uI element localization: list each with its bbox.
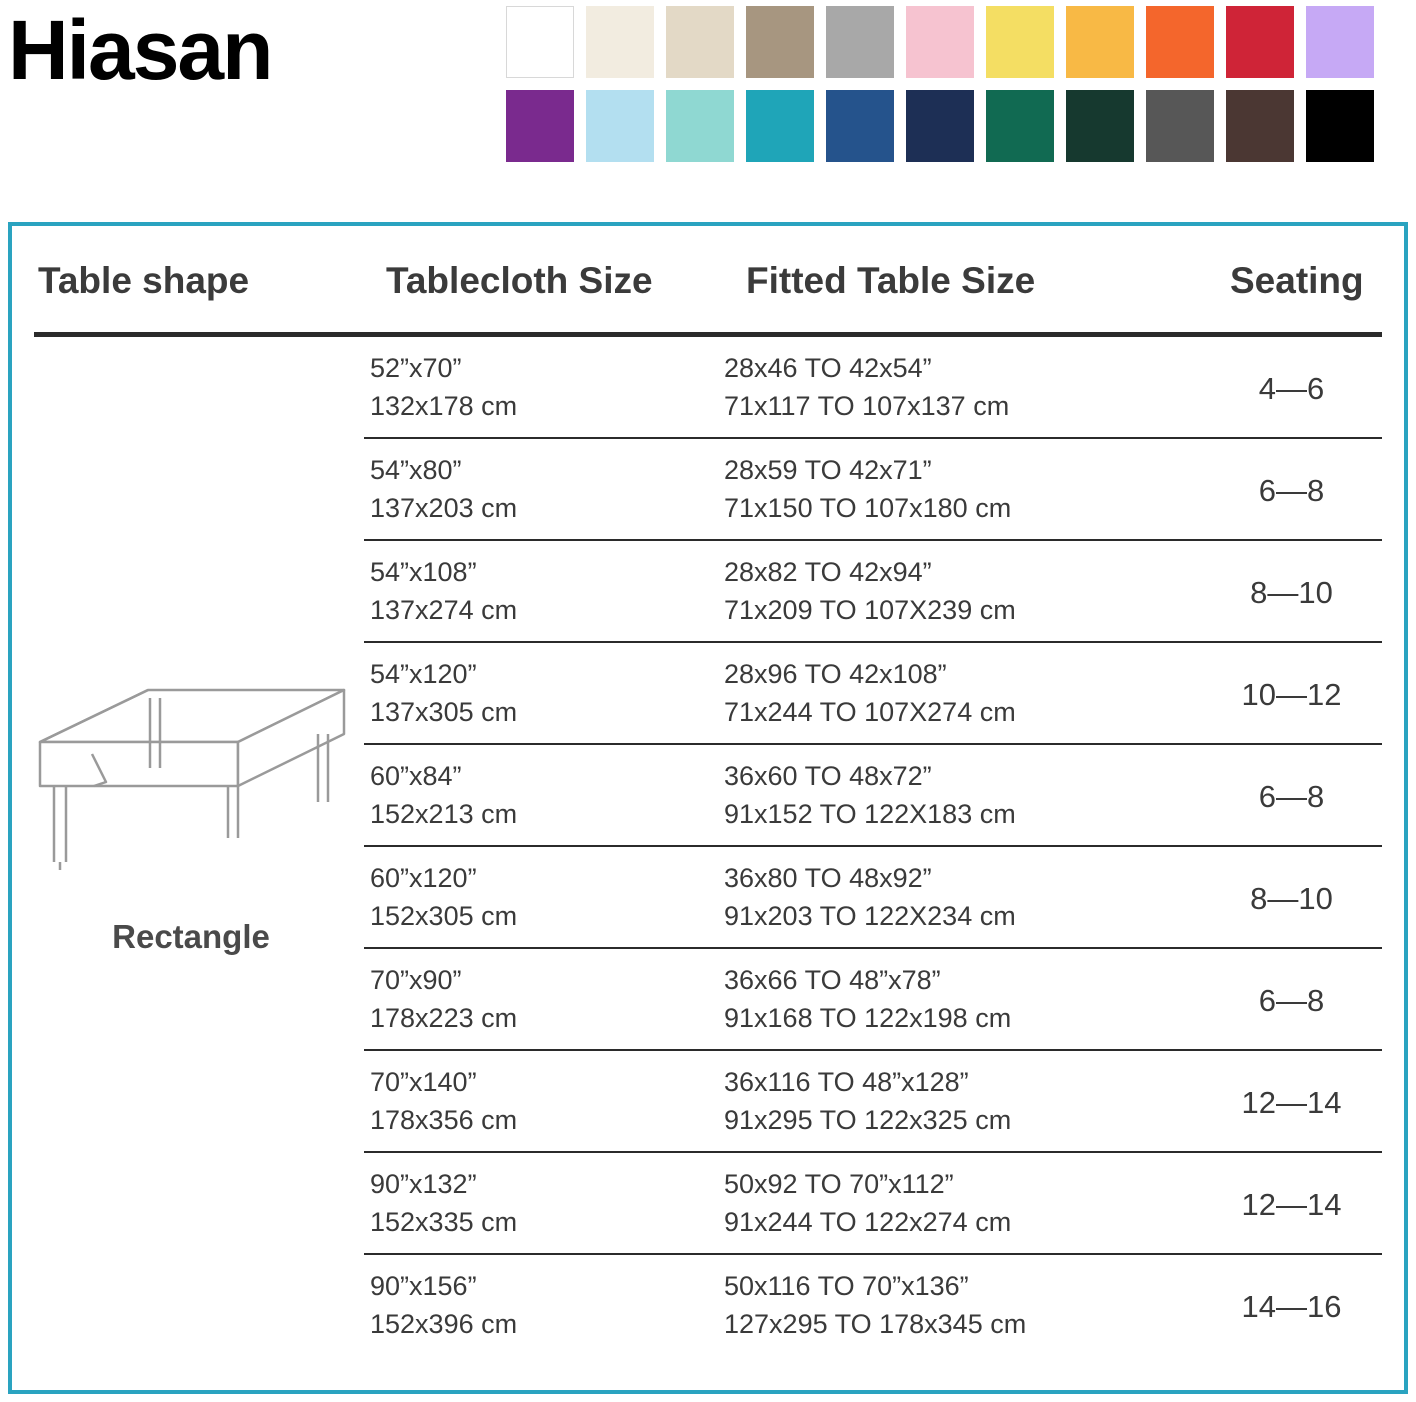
fitted-size-inches: 36x66 TO 48”x78” bbox=[724, 965, 941, 995]
fitted-size-cm: 71x209 TO 107X239 cm bbox=[724, 595, 1016, 626]
cell-tablecloth-size bbox=[370, 553, 517, 630]
fitted-size-inches: 36x80 TO 48x92” bbox=[724, 863, 932, 893]
cell-tablecloth-size bbox=[370, 451, 517, 528]
cell-tablecloth-size bbox=[370, 961, 517, 1038]
color-swatch-gray[interactable] bbox=[826, 6, 894, 78]
color-swatch-yellow[interactable] bbox=[986, 6, 1054, 78]
color-swatch-ivory[interactable] bbox=[586, 6, 654, 78]
cell-seating: 6—8 bbox=[1258, 983, 1325, 1018]
fitted-size-cm: 91x295 TO 122x325 cm bbox=[724, 1105, 1012, 1136]
color-swatch-black[interactable] bbox=[1306, 90, 1374, 162]
tablecloth-size-cm: 178x356 cm bbox=[370, 1105, 518, 1136]
brand-header bbox=[0, 0, 1416, 182]
fitted-size-cm: 71x117 TO 107x137 cm bbox=[724, 391, 1010, 422]
color-swatch-beige[interactable] bbox=[666, 6, 734, 78]
cell-seating: 6—8 bbox=[1258, 473, 1325, 508]
cell-tablecloth-size bbox=[370, 1063, 517, 1140]
cell-fitted-table-size bbox=[724, 1165, 1011, 1242]
fitted-size-inches: 28x82 TO 42x94” bbox=[724, 557, 932, 587]
cell-fitted-table-size bbox=[724, 1063, 1011, 1140]
tablecloth-size-inches: 54”x108” bbox=[370, 557, 477, 587]
fitted-size-cm: 127x295 TO 178x345 cm bbox=[724, 1309, 1027, 1340]
brand-logo: Hiasan bbox=[8, 3, 272, 97]
size-chart-card bbox=[8, 222, 1408, 1394]
cell-seating: 8—10 bbox=[1250, 881, 1333, 916]
table-header-row bbox=[34, 260, 1382, 332]
tablecloth-size-inches: 70”x140” bbox=[370, 1067, 477, 1097]
cell-seating: 14—16 bbox=[1241, 1289, 1342, 1324]
tablecloth-size-inches: 54”x120” bbox=[370, 659, 477, 689]
table-row bbox=[364, 643, 1382, 745]
color-swatch-purple[interactable] bbox=[506, 90, 574, 162]
cell-tablecloth-size bbox=[370, 757, 517, 834]
color-swatch-light-blue[interactable] bbox=[586, 90, 654, 162]
color-swatch-charcoal-gray[interactable] bbox=[1146, 90, 1214, 162]
table-row bbox=[364, 847, 1382, 949]
color-swatch-grid bbox=[506, 6, 1374, 162]
color-swatch-teal[interactable] bbox=[746, 90, 814, 162]
cell-seating: 6—8 bbox=[1258, 779, 1325, 814]
color-swatch-row-2 bbox=[506, 90, 1374, 162]
cell-fitted-table-size bbox=[724, 757, 1016, 834]
column-header-tablecloth-size: Tablecloth Size bbox=[386, 260, 653, 301]
cell-fitted-table-size bbox=[724, 1267, 1026, 1344]
tablecloth-size-cm: 152x213 cm bbox=[370, 799, 518, 830]
tablecloth-size-inches: 90”x132” bbox=[370, 1169, 477, 1199]
table-row bbox=[364, 337, 1382, 439]
fitted-size-inches: 36x116 TO 48”x128” bbox=[724, 1067, 969, 1097]
tablecloth-size-cm: 137x305 cm bbox=[370, 697, 518, 728]
color-swatch-navy-blue[interactable] bbox=[826, 90, 894, 162]
rectangle-table-icon bbox=[32, 682, 352, 882]
fitted-size-inches: 50x116 TO 70”x136” bbox=[724, 1271, 969, 1301]
column-header-seating: Seating bbox=[1230, 260, 1364, 301]
cell-fitted-table-size bbox=[724, 349, 1009, 426]
fitted-size-inches: 28x59 TO 42x71” bbox=[724, 455, 932, 485]
color-swatch-taupe[interactable] bbox=[746, 6, 814, 78]
table-row bbox=[364, 745, 1382, 847]
table-row bbox=[364, 949, 1382, 1051]
cell-seating: 12—14 bbox=[1241, 1085, 1342, 1120]
tablecloth-size-cm: 152x335 cm bbox=[370, 1207, 518, 1238]
cell-fitted-table-size bbox=[724, 961, 1011, 1038]
table-row bbox=[364, 1255, 1382, 1355]
cell-seating: 8—10 bbox=[1250, 575, 1333, 610]
table-shape-column bbox=[26, 346, 356, 1366]
tablecloth-size-cm: 152x305 cm bbox=[370, 901, 518, 932]
table-row bbox=[364, 541, 1382, 643]
color-swatch-dark-green[interactable] bbox=[1066, 90, 1134, 162]
tablecloth-size-inches: 70”x90” bbox=[370, 965, 462, 995]
color-swatch-pink[interactable] bbox=[906, 6, 974, 78]
fitted-size-cm: 91x244 TO 122x274 cm bbox=[724, 1207, 1012, 1238]
cell-fitted-table-size bbox=[724, 655, 1016, 732]
cell-tablecloth-size bbox=[370, 859, 517, 936]
tablecloth-size-inches: 54”x80” bbox=[370, 455, 462, 485]
fitted-size-inches: 28x46 TO 42x54” bbox=[724, 353, 932, 383]
fitted-size-inches: 28x96 TO 42x108” bbox=[724, 659, 947, 689]
cell-tablecloth-size bbox=[370, 349, 517, 426]
tablecloth-size-inches: 60”x120” bbox=[370, 863, 477, 893]
fitted-size-cm: 71x150 TO 107x180 cm bbox=[724, 493, 1012, 524]
color-swatch-row-1 bbox=[506, 6, 1374, 78]
fitted-size-inches: 50x92 TO 70”x112” bbox=[724, 1169, 954, 1199]
color-swatch-lavender[interactable] bbox=[1306, 6, 1374, 78]
color-swatch-aqua[interactable] bbox=[666, 90, 734, 162]
color-swatch-gold[interactable] bbox=[1066, 6, 1134, 78]
color-swatch-navy[interactable] bbox=[906, 90, 974, 162]
tablecloth-size-inches: 60”x84” bbox=[370, 761, 462, 791]
cell-seating: 12—14 bbox=[1241, 1187, 1342, 1222]
color-swatch-orange[interactable] bbox=[1146, 6, 1214, 78]
tablecloth-size-cm: 132x178 cm bbox=[370, 391, 518, 422]
fitted-size-inches: 36x60 TO 48x72” bbox=[724, 761, 932, 791]
cell-seating: 4—6 bbox=[1258, 371, 1325, 406]
tablecloth-size-inches: 52”x70” bbox=[370, 353, 462, 383]
column-header-table-shape: Table shape bbox=[38, 260, 250, 301]
table-row bbox=[364, 439, 1382, 541]
color-swatch-brown[interactable] bbox=[1226, 90, 1294, 162]
table-shape-label: Rectangle bbox=[112, 918, 270, 955]
fitted-size-cm: 71x244 TO 107X274 cm bbox=[724, 697, 1016, 728]
table-row bbox=[364, 1153, 1382, 1255]
color-swatch-emerald[interactable] bbox=[986, 90, 1054, 162]
column-header-fitted-table-size: Fitted Table Size bbox=[746, 260, 1036, 301]
tablecloth-size-inches: 90”x156” bbox=[370, 1271, 477, 1301]
fitted-size-cm: 91x203 TO 122X234 cm bbox=[724, 901, 1016, 932]
size-table-body bbox=[364, 337, 1382, 1355]
cell-fitted-table-size bbox=[724, 553, 1016, 630]
tablecloth-size-cm: 137x274 cm bbox=[370, 595, 518, 626]
color-swatch-red[interactable] bbox=[1226, 6, 1294, 78]
cell-fitted-table-size bbox=[724, 859, 1016, 936]
tablecloth-size-cm: 178x223 cm bbox=[370, 1003, 518, 1034]
tablecloth-size-cm: 152x396 cm bbox=[370, 1309, 518, 1340]
fitted-size-cm: 91x152 TO 122X183 cm bbox=[724, 799, 1016, 830]
cell-seating: 10—12 bbox=[1241, 677, 1342, 712]
cell-tablecloth-size bbox=[370, 1267, 517, 1344]
cell-tablecloth-size bbox=[370, 1165, 517, 1242]
color-swatch-white[interactable] bbox=[506, 6, 574, 78]
table-row bbox=[364, 1051, 1382, 1153]
cell-tablecloth-size bbox=[370, 655, 517, 732]
tablecloth-size-cm: 137x203 cm bbox=[370, 493, 518, 524]
fitted-size-cm: 91x168 TO 122x198 cm bbox=[724, 1003, 1012, 1034]
cell-fitted-table-size bbox=[724, 451, 1011, 528]
